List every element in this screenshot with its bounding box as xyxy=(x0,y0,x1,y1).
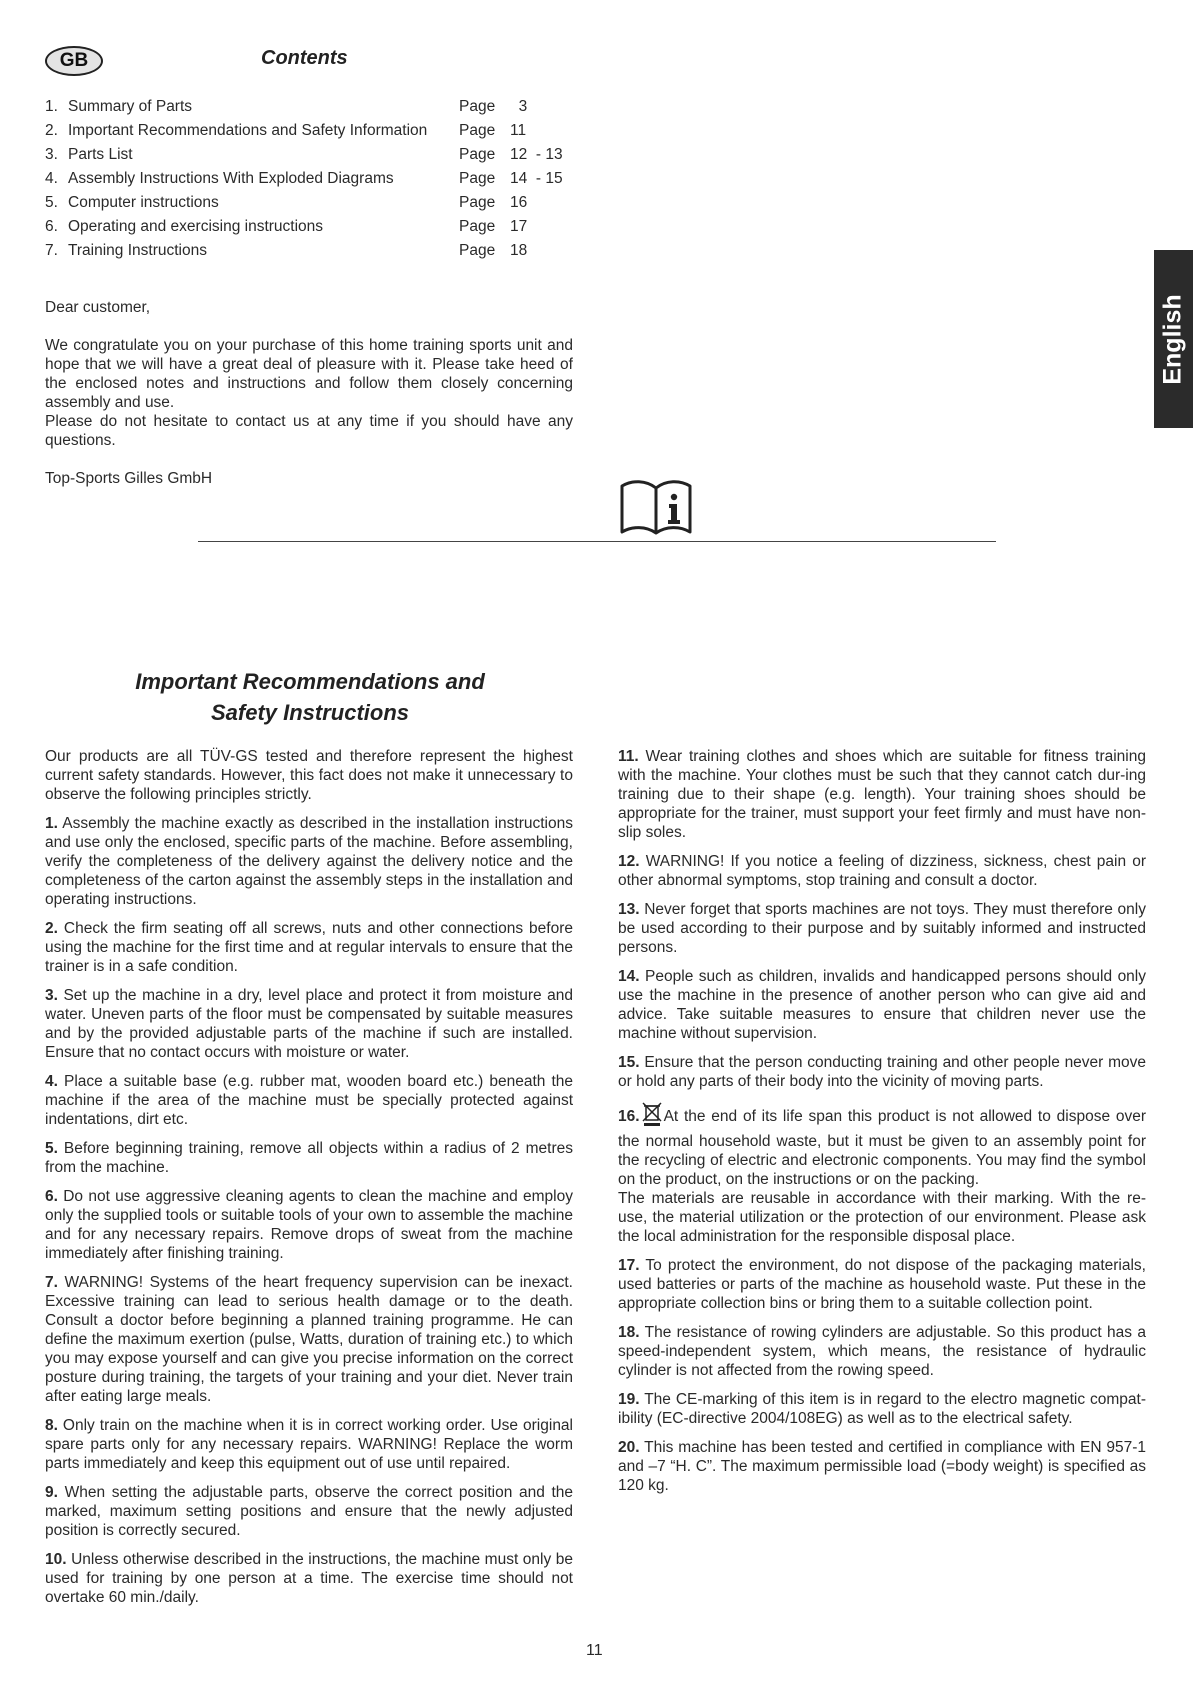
safety-item-text: The CE-marking of this item is in regard to the electro magnetic compat-ibility (EC-directive 2004/108EG) as well as to the electrical safety. xyxy=(618,1391,1146,1427)
safety-item-text: At the end of its life span this product is not allowed to dispose over the normal household waste, but it must be given to an assembly point for the recycling of electric and electronic components. You may find the symbol on the product, on the instructions or on the packing. xyxy=(618,1108,1146,1188)
safety-item xyxy=(618,1390,1146,1428)
safety-item-text: Place a suitable base (e.g. rubber mat, wooden board etc.) beneath the machine if the area of the machine must be specially protected against indentations, dirt etc. xyxy=(45,1073,573,1128)
safety-item xyxy=(618,747,1146,842)
safety-item-text: People such as children, invalids and handicapped persons should only use the machine in the presence of another person who can give aid and advice. Take suitable measures to ensure that children never use the machine without supervision. xyxy=(618,968,1146,1042)
toc-page-word: Page xyxy=(459,98,496,115)
safety-item xyxy=(618,1256,1146,1313)
safety-column-right xyxy=(618,747,1146,1505)
safety-item xyxy=(618,1323,1146,1380)
safety-item-number: 14. xyxy=(618,968,640,985)
safety-item-text: Before beginning training, remove all objects within a radius of 2 metres from the machine. xyxy=(45,1140,573,1176)
toc-row xyxy=(45,145,605,169)
safety-item-text: The resistance of rowing cylinders are adjustable. So this product has a speed-independent system, which means, the resistance of hydraulic cylinder is not affected from the rowing speed. xyxy=(618,1324,1146,1379)
toc-num: 1. xyxy=(45,98,58,115)
safety-item-number: 8. xyxy=(45,1417,58,1434)
country-badge xyxy=(45,46,103,76)
safety-item xyxy=(45,919,573,976)
greeting: Dear customer, xyxy=(45,299,151,316)
safety-item-number: 3. xyxy=(45,987,58,1004)
toc-page-number: 16 xyxy=(510,194,528,211)
safety-item xyxy=(45,814,573,909)
language-tab xyxy=(1154,250,1193,428)
safety-item xyxy=(45,1187,573,1263)
safety-item-number: 13. xyxy=(618,901,640,918)
safety-item xyxy=(45,1416,573,1473)
toc-row xyxy=(45,169,605,193)
page-number: 11 xyxy=(586,1642,603,1659)
safety-title xyxy=(100,666,520,728)
safety-item-text: This machine has been tested and certified in compliance with EN 957-1 and –7 “H. C”. The maximum permissible load (=body weight) is specified as 120 kg. xyxy=(618,1439,1146,1494)
safety-item-text: Wear training clothes and shoes which are suitable for fitness training with the machine. Your clothes must be such that they cannot catch dur-ing training due to their shape (e.g. length). Your training shoes should be appropriate for the trainer, must support your feet firmly and must have non-slip soles. xyxy=(618,748,1146,841)
toc-label: Summary of Parts xyxy=(68,98,193,115)
safety-item xyxy=(618,1101,1146,1189)
toc-label: Operating and exercising instructions xyxy=(68,218,324,235)
safety-item-text: Ensure that the person conducting training and other people never move or hold any parts of their body into the vicinity of moving parts. xyxy=(618,1054,1146,1090)
toc-num: 2. xyxy=(45,122,58,139)
toc-page-number: 17 xyxy=(510,218,528,235)
safety-item xyxy=(618,852,1146,890)
safety-item-text: Set up the machine in a dry, level place and protect it from moisture and water. Uneven parts of the floor must be compensated by suitable measures and by the provided adjustable parts of the machine if such are installed. Ensure that no contact occurs with moisture or water. xyxy=(45,987,573,1061)
safety-item-number: 20. xyxy=(618,1439,640,1456)
toc-page-number: 11 xyxy=(510,122,527,139)
toc-page-word: Page xyxy=(459,242,496,259)
safety-item-text: WARNING! If you notice a feeling of dizziness, sickness, chest pain or other abnormal symptoms, stop training and consult a doctor. xyxy=(618,853,1146,889)
crossed-bin-icon xyxy=(641,1101,663,1132)
signature: Top-Sports Gilles GmbH xyxy=(45,470,213,487)
table-of-contents xyxy=(45,97,605,265)
toc-num: 3. xyxy=(45,146,58,163)
intro-body: We congratulate you on your purchase of this home training sports unit and hope that we will have a great deal of pleasure with it. Please take heed of the enclosed notes and instructions and follow them closely concerning assembly and use. xyxy=(45,337,573,411)
safety-item-number: 17. xyxy=(618,1257,640,1274)
safety-item-text: To protect the environment, do not dispose of the packaging materials, used batteries or parts of the machine as household waste. Put these in the appropriate collection bins or bring them to a suitable collection point. xyxy=(618,1257,1146,1312)
safety-item-number: 2. xyxy=(45,920,58,937)
toc-num: 5. xyxy=(45,194,58,211)
country-badge-label: GB xyxy=(59,50,89,71)
safety-item-number: 10. xyxy=(45,1551,67,1568)
toc-page-word: Page xyxy=(459,146,496,163)
safety-item-continuation: The materials are reusable in accordance with their marking. With the re-use, the material utilization or the protection of our environment. Please ask the local administration for the responsible disposal place. xyxy=(618,1190,1146,1245)
safety-item-text: WARNING! Systems of the heart frequency supervision can be inexact. Excessive training can lead to serious health damage or to the death. Consult a doctor before beginning a planned training programme. He can define the maximum exertion (pulse, Watts, duration of training etc.) to which you may expose yourself and can give you precise information on the correct posture during training, the targets of your training and your diet. Never train after eating large meals. xyxy=(45,1274,573,1405)
safety-item-number: 7. xyxy=(45,1274,58,1291)
toc-label: Important Recommendations and Safety Information xyxy=(68,122,428,139)
toc-label: Computer instructions xyxy=(68,194,219,211)
safety-title-line: Safety Instructions xyxy=(210,700,410,725)
toc-num: 7. xyxy=(45,242,58,259)
safety-item-text: Assembly the machine exactly as described in the installation instructions and use only the enclosed, specific parts of the machine. Before assembling, verify the completeness of the delivery against the delivery notice and the completeness of the carton against the assembly steps in the installation and operating instructions. xyxy=(45,815,573,908)
toc-row xyxy=(45,217,605,241)
toc-page-number: 12 - 13 xyxy=(510,146,563,163)
safety-item-text: Unless otherwise described in the instructions, the machine must only be used for training by one person at a time. The exercise time should not overtake 60 min./daily. xyxy=(45,1551,573,1606)
safety-item-number: 11. xyxy=(618,748,639,765)
safety-item xyxy=(45,1550,573,1607)
safety-item-text: Do not use aggressive cleaning agents to clean the machine and employ only the supplied tools or suitable tools of your own to assemble the machine and for any necessary repairs. Remove drops of sweat from the machine immediately after finishing training. xyxy=(45,1188,573,1262)
language-tab-label: English xyxy=(1159,293,1188,385)
safety-item-number: 5. xyxy=(45,1140,58,1157)
section-divider xyxy=(198,541,996,542)
safety-item xyxy=(45,1273,573,1406)
toc-label: Parts List xyxy=(68,146,133,163)
toc-row xyxy=(45,97,605,121)
toc-num: 4. xyxy=(45,170,58,187)
safety-item xyxy=(618,1053,1146,1091)
safety-item-number: 9. xyxy=(45,1484,58,1501)
safety-item-text: When setting the adjustable parts, observe the correct position and the marked, maximum setting positions and ensure that the newly adjusted position is correctly secured. xyxy=(45,1484,573,1539)
toc-row xyxy=(45,193,605,217)
toc-page-number: 18 xyxy=(510,242,528,259)
safety-item xyxy=(618,900,1146,957)
toc-row xyxy=(45,121,605,145)
toc-page-number: 14 - 15 xyxy=(510,170,563,187)
safety-item-number: 6. xyxy=(45,1188,58,1205)
contents-title: Contents xyxy=(261,47,348,69)
safety-item-text: Check the firm seating off all screws, nuts and other connections before using the machine for the first time and at regular intervals to ensure that the trainer is in a safe condition. xyxy=(45,920,573,975)
toc-num: 6. xyxy=(45,218,58,235)
safety-item-number: 1. xyxy=(45,815,58,832)
safety-item xyxy=(45,1139,573,1177)
toc-page-word: Page xyxy=(459,170,496,187)
safety-item-text: Only train on the machine when it is in correct working order. Use original spare parts only for any necessary repairs. WARNING! Replace the worm parts immediately and keep this equipment out of use until repaired. xyxy=(45,1417,573,1472)
safety-item-text: Never forget that sports machines are not toys. They must therefore only be used according to their purpose and by suitably informed and instructed persons. xyxy=(618,901,1146,956)
safety-column-left xyxy=(45,747,573,1617)
intro-letter xyxy=(45,298,573,507)
toc-page-number: 3 xyxy=(510,98,528,115)
intro-contact: Please do not hesitate to contact us at any time if you should have any questions. xyxy=(45,413,573,449)
toc-page-word: Page xyxy=(459,122,496,139)
toc-page-word: Page xyxy=(459,194,496,211)
safety-item xyxy=(45,1483,573,1540)
info-book-icon xyxy=(618,476,694,543)
toc-label: Assembly Instructions With Exploded Diagrams xyxy=(68,170,394,187)
safety-item-number: 18. xyxy=(618,1324,640,1341)
safety-item-number: 19. xyxy=(618,1391,640,1408)
safety-item xyxy=(618,1438,1146,1495)
safety-title-line: Important Recommendations and xyxy=(135,669,485,694)
toc-label: Training Instructions xyxy=(68,242,207,259)
safety-intro: Our products are all TÜV-GS tested and therefore represent the highest current safety standards. However, this fact does not make it unnecessary to observe the following principles strictly. xyxy=(45,748,573,803)
toc-page-word: Page xyxy=(459,218,496,235)
safety-item-number: 4. xyxy=(45,1073,58,1090)
safety-item xyxy=(618,967,1146,1043)
safety-item-number: 12. xyxy=(618,853,640,870)
safety-item-number: 16. xyxy=(618,1108,640,1125)
toc-row xyxy=(45,241,605,265)
safety-item xyxy=(45,1072,573,1129)
safety-item xyxy=(45,986,573,1062)
safety-item-number: 15. xyxy=(618,1054,640,1071)
